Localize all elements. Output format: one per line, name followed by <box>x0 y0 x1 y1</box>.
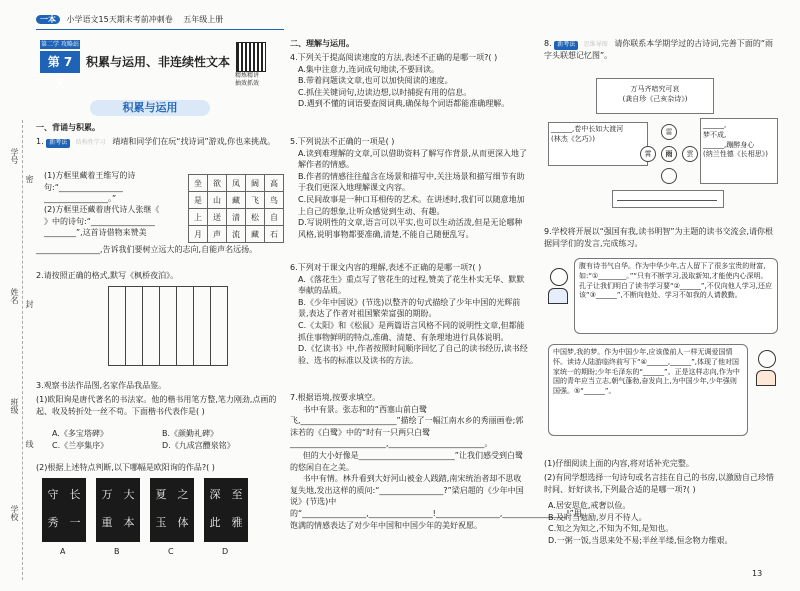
q4-option[interactable]: D.遇到不懂的词语要查阅词典,确保每个词语都能准确理解。 <box>298 99 510 109</box>
qr-caption-line: 抽效抓效 <box>235 80 260 88</box>
left-node-text: ______,卷中长如大渡河 <box>551 125 624 133</box>
option-d[interactable]: D.《九成宫醴泉铭》 <box>162 440 235 450</box>
grid-row <box>189 226 284 243</box>
grid-cell[interactable]: 送 <box>208 209 227 226</box>
part1-heading: 一、背诵与积累。 <box>36 123 100 132</box>
grid-cell[interactable]: 声 <box>208 226 227 243</box>
q5-stem: 5.下列说法不正确的一项是( ) <box>290 137 395 146</box>
calligraphy-char: 雅 <box>226 510 248 536</box>
q3-stem: 3.观察书法作品图,名家作品我品鉴。 <box>36 381 167 390</box>
q5-option[interactable]: C.民间故事是一种口耳相传的艺术。在讲述时,我们可以随意地加上自己的想象,让听众感觉到生动、有趣。 <box>298 194 525 216</box>
q4-option[interactable]: A.集中注意力,连词成句地读,不要回读。 <box>298 64 439 74</box>
right-node-line: ______,蹦醉身心 <box>703 140 755 149</box>
calligraphy-char: 玉 <box>150 510 172 536</box>
q8-number: 8. <box>544 39 552 48</box>
calligraphy-label: B <box>114 547 120 556</box>
q1-part2-line: 》中的诗句:“________________ <box>44 216 155 226</box>
grid-cell[interactable]: 月 <box>189 226 208 243</box>
binding-dotted-line <box>22 120 23 580</box>
grid-cell[interactable]: 上 <box>189 209 208 226</box>
part2-heading: 二、理解与运用。 <box>290 39 354 48</box>
q6-options <box>290 274 528 367</box>
grid-cell[interactable]: 清 <box>227 209 246 226</box>
q9-part2: (2)有同学想选择一句诗句或名言挂在自己的书房,以激励自己珍惜时间、好好读书,下列最合适的是哪一项?( ) <box>544 473 774 494</box>
writing-columns <box>108 286 228 366</box>
q3-option-row <box>52 440 278 452</box>
q4-stem: 4.下列关于提高阅读速度的方法,表述不正确的是哪一项?( ) <box>290 53 498 62</box>
grid-cell[interactable]: 藏 <box>227 192 246 209</box>
mindmap-circle-bottom <box>661 168 677 184</box>
grid-cell[interactable]: 坐 <box>189 175 208 192</box>
top-node-text: 万马齐喑究可哀 <box>630 85 680 93</box>
grade-label: 五年级上册 <box>183 15 224 24</box>
calligraphy-char: 深 <box>204 482 226 508</box>
grid-cell[interactable]: 山 <box>208 192 227 209</box>
q8-text: 请你联系本学期学过的古诗词,完善下面的“雨字头联想记忆图”。 <box>544 39 773 60</box>
grid-row <box>189 209 284 226</box>
calligraphy-char: 至 <box>226 482 248 508</box>
q9-part1: (1)仔细阅读上面的内容,将对话补充完整。 <box>544 459 694 468</box>
character-grid <box>188 174 284 243</box>
speech-bubble-2[interactable]: 中国梦,我的梦。作为中国少年,应该像前人一样无调爱国情怀。读诗人陆游临终前写下“④______,______”,体现了他对国家统一的期盼;少年毛泽东的“______”。正是这样志向,作为中国的青年应当立志,朝气蓬勃,奋发向上,为中国少年,少年强则国强。⑤“______”。 <box>548 344 748 436</box>
q9-option[interactable]: B.及时当勉励,岁月不待人。 <box>548 512 647 522</box>
calligraphy-sample[interactable] <box>96 478 140 542</box>
calligraphy-char: 守 <box>42 482 64 508</box>
q6-option[interactable]: D.《忆读书》中,作者按照时间顺序回忆了自己的读书经历,读书经验、选书的标准以及读书的方法。 <box>298 344 528 365</box>
q4-option[interactable]: B.带着问题读文章,也可以加快阅读的速度。 <box>298 76 453 86</box>
header-rule <box>36 29 284 30</box>
q6-option[interactable]: B.《少年中国说》(节选)以整齐的句式描绘了少年中国的光辉前景,表达了作者对祖国繁荣富强的期盼。 <box>298 297 521 319</box>
avatar-head-icon <box>550 268 568 286</box>
book-title: 小学语文15天期末考前冲刺卷 <box>66 15 173 24</box>
grid-cell[interactable]: 流 <box>227 226 246 243</box>
option-b[interactable]: B.《颜勤礼碑》 <box>162 429 219 438</box>
speech-bubble-1[interactable]: 腹有诗书气自华。作为中华少年,古人留下了很多宝贵的财富,如:“①________。”“只有不断学习,汲取新知,才能使内心深明。孔子让我们明白了读书学习要“②______”,不仅向他人学习,还应该“③______”,不断向他处、学习不如我的人请教勤。 <box>574 258 778 334</box>
question-7 <box>290 392 582 531</box>
q7-paragraph[interactable]: 书中有情。林升看到大好河山被金人践踏,南宋统治者却不思收复失地,发出这样的质问:“________________?”梁启超的《少年中国说》(节选)中的“________________,________________!________________,________________!”用饱满的情感表达了对少年中国和中国少年的美好祝愿。 <box>290 474 582 530</box>
seal-mark: 密 <box>25 175 34 183</box>
grid-cell[interactable]: 鸟 <box>265 192 284 209</box>
option-a[interactable]: A.《多宝塔碑》 <box>52 429 108 438</box>
new-method-tag: 新考法 <box>46 139 70 148</box>
q1-text: 靖靖和同学们在玩“找诗词”游戏,你也来挑战。 <box>112 137 276 146</box>
page-number: 13 <box>752 569 763 578</box>
right-node-line: 梦不成, <box>703 130 727 139</box>
class-label: 班级 <box>10 398 19 414</box>
question-4 <box>290 52 528 110</box>
grid-row <box>189 175 284 192</box>
question-8 <box>544 38 776 61</box>
chapter-title: 积累与运用、非连续性文本 <box>86 55 231 69</box>
calligraphy-label: C <box>168 547 174 556</box>
q9-option[interactable]: D.一粥一饭,当思来处不易;半丝半缕,恒念物力维艰。 <box>548 535 733 545</box>
q3-part1: (1)欧阳询是唐代著名的书法家。他的楷书用笔方整,笔力刚劲,点画的起、收及转折处一丝不苟。下面楷书代表作是( ) <box>36 395 277 416</box>
grid-cell[interactable]: 自 <box>265 209 284 226</box>
q1-part1 <box>44 170 184 205</box>
mindmap-top-node <box>596 78 714 114</box>
qr-code-icon[interactable] <box>236 42 266 72</box>
seal-mark: 封 <box>25 300 34 308</box>
top-node-source: (龚自珍《己亥杂诗》) <box>622 94 688 103</box>
q9-option[interactable]: A.居安思危,戒奢以俭。 <box>548 501 631 510</box>
calligraphy-char: 大 <box>118 482 140 508</box>
seal-mark: 线 <box>25 440 34 448</box>
writing-lines-box[interactable] <box>108 286 228 366</box>
avatar-body-icon <box>756 370 776 386</box>
q1-part1-line: ________________。” <box>44 194 117 204</box>
right-node-source: (纳兰性德《长相思》) <box>703 150 768 159</box>
chapter-mark: 第二学 攻略站 <box>41 41 79 48</box>
brand-logo: 一本 <box>36 15 60 24</box>
q5-option[interactable]: A.读到难理解的文章,可以借助资料了解写作背景,从而更深入地了解作者的情感。 <box>298 148 527 170</box>
calligraphy-char: 此 <box>204 510 226 536</box>
mindmap-circle-left: 霄 <box>640 146 656 162</box>
calligraphy-char: 重 <box>96 510 118 536</box>
calligraphy-char: 之 <box>172 482 194 508</box>
calligraphy-sample[interactable] <box>150 478 194 542</box>
column-line <box>176 287 177 365</box>
new-method-tag: 新考法 <box>554 41 578 50</box>
name-label: 姓名 <box>10 288 19 304</box>
mindmap-circle-right: 雲 <box>682 146 698 162</box>
calligraphy-char: 夏 <box>150 482 172 508</box>
grid-cell[interactable]: 松 <box>246 209 265 226</box>
q1-part2-line: ________”,这首诗借物来赞美 <box>44 228 147 238</box>
q6-option[interactable]: C.《太阳》和《松鼠》是两篇语言风格不同的说明性文章,但都能抓住事物鲜明的特点,准确、清楚、有条理地进行具体说明。 <box>298 320 525 342</box>
mindmap-circle-top: 雷 <box>661 124 677 140</box>
grid-cell[interactable]: 欲 <box>208 175 227 192</box>
q5-option[interactable]: D.写说明性的文章,语言可以平实,也可以生动活泼,但是无论哪种风格,说明事物都要准确,清楚,不能自己随便乱写。 <box>298 218 523 239</box>
calligraphy-char: 体 <box>172 510 194 536</box>
mind-map-tag: 思维导图 <box>583 41 608 48</box>
mindmap-bottom-node[interactable] <box>612 190 724 208</box>
school-label: 学校 <box>10 505 19 521</box>
calligraphy-char: 本 <box>118 510 140 536</box>
left-node-source: (林杰《乞巧》) <box>551 134 595 143</box>
q6-option[interactable]: A.《落花生》重点写了管花生的过程,赞美了花生朴实无华、默默奉献的品质。 <box>298 274 525 296</box>
avatar-body-icon <box>548 288 568 304</box>
column-line <box>125 287 126 365</box>
structured-learning-tag: 结构性学习 <box>75 139 106 146</box>
q4-option[interactable]: C.抓住关键词句,边读边想,以时捕捉有用的信息。 <box>298 87 472 97</box>
q1-part2 <box>44 204 184 239</box>
q9-options <box>548 500 778 546</box>
grid-cell[interactable]: 藏 <box>246 226 265 243</box>
column-line <box>142 287 143 365</box>
boy-avatar <box>756 350 778 386</box>
question-9: 9.学校将开展以“强国有我,读书明智”为主题的读书交流会,请你根据同学们的发言,完成练习。 <box>544 227 774 248</box>
mindmap-center: 雨 <box>661 146 677 162</box>
q3-option-row <box>52 428 278 440</box>
question-6 <box>290 262 528 366</box>
q2-stem: 2.请按照正确的格式,默写《枫桥夜泊》。 <box>36 271 179 280</box>
qr-caption-line: 精炼精讲 <box>235 72 260 79</box>
grid-cell[interactable]: 凤 <box>227 175 246 192</box>
q3-part2: (2)根据上述特点判断,以下哪幅是欧阳询的作品?( ) <box>36 463 215 472</box>
day-badge: 第 7 天 <box>40 51 80 73</box>
qr-caption <box>235 72 259 89</box>
calligraphy-char: 长 <box>64 482 86 508</box>
q9-option[interactable]: C.知之为知之,不知为不知,是知也。 <box>548 524 674 534</box>
q1-part2-end: ________________,告诉我们要树立远大的志向,自能声名远扬。 <box>36 245 258 254</box>
answer-blank[interactable] <box>617 192 717 201</box>
calligraphy-sample[interactable] <box>204 478 248 542</box>
grid-cell[interactable]: 是 <box>189 192 208 209</box>
mindmap-left-node[interactable] <box>548 122 648 166</box>
grid-cell[interactable]: 高 <box>265 175 284 192</box>
right-node-line: ______, <box>703 121 727 129</box>
avatar-head-icon <box>758 350 776 368</box>
girl-avatar <box>548 268 570 304</box>
calligraphy-label: A <box>60 547 66 556</box>
q1-part1-line: (1)方框里藏着王维写的诗句:“________________ <box>44 171 136 192</box>
q1-part2-line: (2)方框里还藏着唐代诗人张继《 <box>44 205 160 214</box>
q3-options <box>52 428 278 451</box>
q7-paragraph[interactable]: 书中有景。张志和的“西塞山前白鹭飞,________________________”描绘了一幅江南水乡的秀丽画卷;郭沫若的《白鹭》中的“时有一只两只白鹭________________________,________________________。 <box>290 404 524 449</box>
column-line <box>159 287 160 365</box>
q6-stem: 6.下列对于课文内容的理解,表述不正确的是哪一项?( ) <box>290 263 482 272</box>
mindmap-right-node[interactable] <box>700 118 778 184</box>
q5-options <box>290 148 528 241</box>
calligraphy-char: 秀 <box>42 510 64 536</box>
calligraphy-label: D <box>222 547 229 556</box>
calligraphy-char: 万 <box>96 482 118 508</box>
grid-cell[interactable]: 飞 <box>246 192 265 209</box>
grid-row <box>189 192 284 209</box>
section-banner: 积累与运用 <box>90 100 210 116</box>
calligraphy-char: 一 <box>64 510 86 536</box>
option-c[interactable]: C.《兰亭集序》 <box>52 440 109 450</box>
calligraphy-sample[interactable] <box>42 478 86 542</box>
question-5 <box>290 136 528 240</box>
student-number-label: 学号 <box>10 148 19 164</box>
grid-cell[interactable]: 阔 <box>246 175 265 192</box>
q4-options <box>290 64 528 110</box>
q1-stem: 1. 新考法 结构性学习 靖靖和同学们在玩“找诗词”游戏,你也来挑战。 <box>36 137 276 146</box>
column-line <box>210 287 211 365</box>
column-line <box>193 287 194 365</box>
q7-paragraph[interactable]: 但的大小好像是________________________”让我们感受到白鹭的悠闲自在之美。 <box>290 450 523 472</box>
q7-stem: 7.根据语境,按要求填空。 <box>290 393 381 402</box>
grid-cell[interactable]: 石 <box>265 226 284 243</box>
q5-option[interactable]: B.作者的情感往往蕴含在场景和描写中,关注场景和描写细节有助于我们更深入地理解课文内容。 <box>298 171 525 193</box>
page-header <box>36 14 223 25</box>
